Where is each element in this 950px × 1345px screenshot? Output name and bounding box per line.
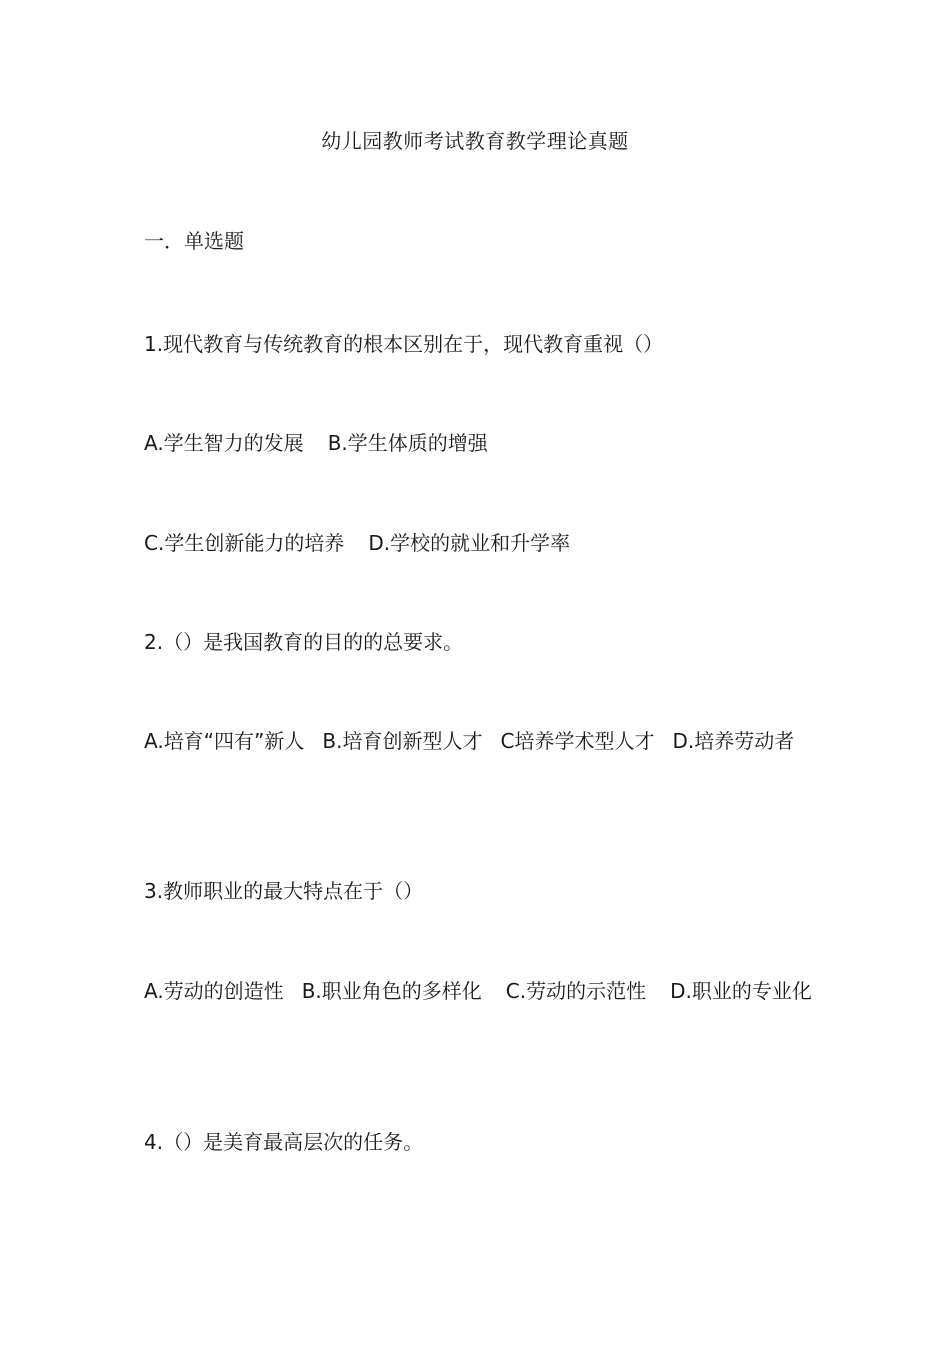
- document-title: 幼儿园教师考试教育教学理论真题: [321, 129, 629, 153]
- question-1-option-d[interactable]: D.学校的就业和升学率: [368, 531, 571, 555]
- question-2-option-a[interactable]: A.培育“四有”新人: [144, 729, 305, 753]
- question-2-option-b[interactable]: B.培育创新型人才: [322, 729, 483, 753]
- question-1-stem: 1.现代教育与传统教育的根本区别在于，现代教育重视（）: [144, 332, 664, 356]
- question-4-stem: 4.（）是美育最高层次的任务。: [144, 1130, 424, 1154]
- question-2-option-d[interactable]: D.培养劳动者: [672, 729, 795, 753]
- section-heading: 一．单选题: [144, 229, 244, 253]
- question-1-options-row-2: [144, 528, 814, 558]
- question-3-option-d[interactable]: D.职业的专业化: [670, 979, 812, 1003]
- question-2-stem: 2.（）是我国教育的目的的总要求。: [144, 630, 464, 654]
- question-2-option-c[interactable]: C培养学术型人才: [500, 729, 655, 753]
- question-3-option-a[interactable]: A.劳动的创造性: [144, 979, 284, 1003]
- question-1-option-b[interactable]: B.学生体质的增强: [327, 431, 488, 455]
- question-2-options: [144, 717, 814, 766]
- question-1-options-row-1: [144, 428, 814, 458]
- question-3-option-b[interactable]: B.职业角色的多样化: [301, 979, 482, 1003]
- question-3-options: [144, 967, 814, 1016]
- question-1-option-a[interactable]: A.学生智力的发展: [144, 431, 304, 455]
- question-3-stem: 3.教师职业的最大特点在于（）: [144, 879, 424, 903]
- question-1-option-c[interactable]: C.学生创新能力的培养: [144, 531, 345, 555]
- question-3-option-c[interactable]: C.劳动的示范性: [505, 979, 647, 1003]
